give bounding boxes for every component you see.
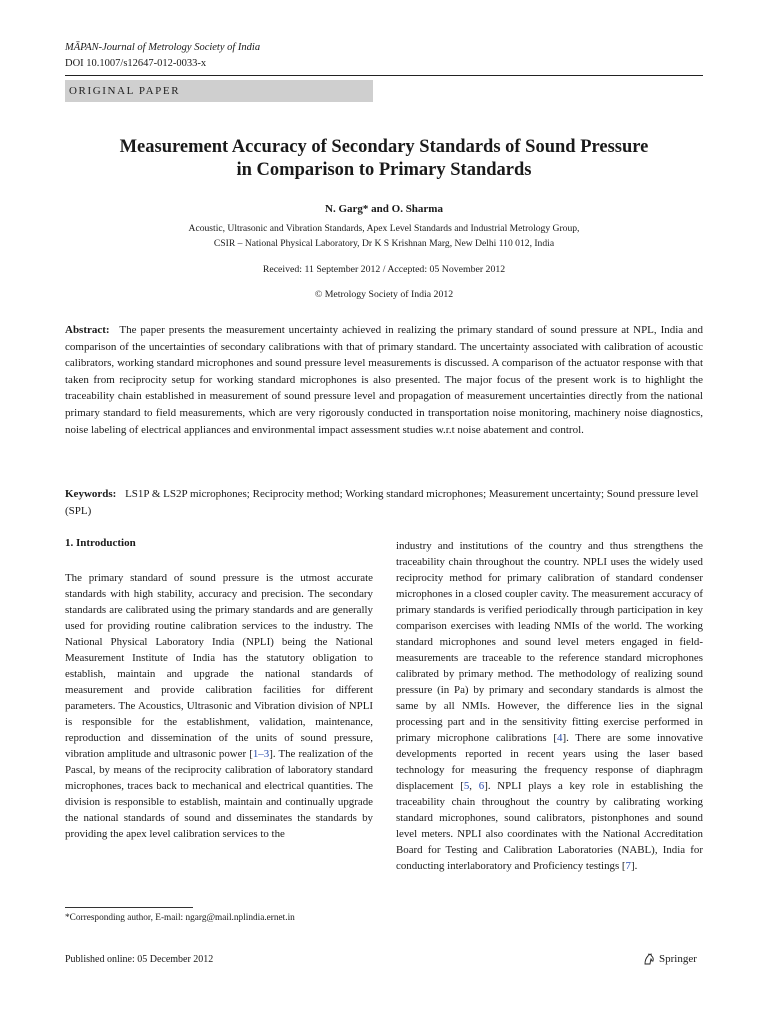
abstract-text: The paper presents the measurement uncertainty achieved in realizing the primary standard of sound pressure at NPL, India and comparison of the uncertainties of secondary calibrations with that of primary standard. The uncertainty associated with calibration of acoustic calibrators, working standard microphones and sound pressure level measurements is discussed. A comparison of the actuator response with that taken from reciprocity setup for working standard microphones is also presented. The major focus of the present work is to highlight the traceability chain established in measurement of sound pressure level and propagation of measurement uncertainties directly from the national primary standard to field measurements, which are very rigorously conducted in transportation noise monitoring, machinery noise diagnostics, noise labeling of electrical appliances and environmental impact assessment studies w.r.t noise abatement and control. — [65, 324, 704, 436]
paper-type-banner: ORIGINAL PAPER — [65, 80, 373, 102]
journal-name: MĀPAN-Journal of Metrology Society of India — [65, 42, 261, 53]
publisher-name: Springer — [659, 953, 697, 965]
affiliation-line-2: CSIR – National Physical Laboratory, Dr K S Krishnan Marg, New Delhi 110 012, India — [213, 237, 555, 249]
body-text: ]. NPLI plays a key role in establishing the traceability chain throughout the country by calibrating working standard microphones, sound calibrators, pistonphones and sound level meters. NPLI also coordinates with the National Accreditation Board for Testing and Calibration Laboratories (NABL), India for conducting interlaboratory and Proficiency testings [ — [396, 780, 703, 872]
authors: N. Garg* and O. Sharma — [325, 203, 443, 215]
body-column-right — [396, 538, 703, 874]
body-text: , — [469, 780, 479, 792]
affiliation-line-1: Acoustic, Ultrasonic and Vibration Standards, Apex Level Standards and Industrial Metrology Group, — [188, 223, 580, 234]
footnote: *Corresponding author, E-mail: ngarg@mail.nplindia.ernet.in — [65, 913, 295, 923]
title-line-2: in Comparison to Primary Standards — [236, 160, 532, 180]
body-text: ]. The realization of the Pascal, by means of the reciprocity calibration of laboratory standard microphones, traces back to mechanical and electrical quantities. The division is responsible to establish, maintain and continually upgrade the national standards of sound and disseminates the standards by providing the apex level calibration services to the — [65, 748, 373, 840]
doi[interactable]: DOI 10.1007/s12647-012-0033-x — [65, 58, 207, 69]
body-text: industry and institutions of the country and thus strengthens the traceability chain throughout the country. NPLI uses the widely used reciprocity method for primary calibration of standard condenser microphones in a closed coupler cavity. The measurement accuracy of primary standards is verified periodically through participation in key comparison exercises with leading NMIs of the world. The working standard microphones and sound level meters engaged in field-measurements are traceable to the reference standard microphones calibrated by primary method. The methodology of realizing sound pressure (in Pa) by primary and secondary standards is almost the same by all NMIs. However, the difference lies in the signal processing part and in the sensitivity fitting exercise performed in primary microphone calibrations [ — [396, 540, 703, 744]
section-heading: 1. Introduction — [65, 537, 136, 549]
body-column-left — [65, 570, 373, 842]
citation-link[interactable]: 1–3 — [252, 748, 270, 760]
published-online: Published online: 05 December 2012 — [65, 954, 214, 965]
citation-link[interactable]: 5 — [463, 780, 470, 792]
citation-link[interactable]: 7 — [625, 860, 631, 872]
citation-link[interactable]: 4 — [557, 732, 563, 744]
keywords-label: Keywords: — [65, 488, 117, 500]
body-text: ]. — [631, 860, 638, 872]
body-text: ]. There are some innovative developments reported in recent years using the laser based technology for measuring the frequency response of diaphragm displacement [ — [396, 732, 703, 792]
citation-link[interactable]: 6 — [478, 780, 485, 792]
keywords-text: LS1P & LS2P microphones; Reciprocity method; Working standard microphones; Measurement uncertainty; Sound pressure level (SPL) — [65, 488, 699, 517]
title-line-1: Measurement Accuracy of Secondary Standards of Sound Pressure — [119, 137, 649, 157]
publisher-logo — [642, 952, 697, 966]
copyright: © Metrology Society of India 2012 — [314, 289, 454, 300]
abstract-label: Abstract: — [65, 324, 110, 336]
received-accepted-dates: Received: 11 September 2012 / Accepted: 05 November 2012 — [262, 264, 506, 275]
keywords — [65, 486, 703, 519]
affiliation — [65, 222, 703, 251]
body-text: The primary standard of sound pressure is the utmost accurate standards with high stability, accuracy and precision. The secondary standards are calibrated using the primary standards and are generally used for providing routine calibration services to the industry. The National Physical Laboratory India (NPLI) being the National Measurement Institute of India has the statutory obligation to establish, maintain and upgrade the national standards of measurement and provide calibration facilities for different parameters. The Acoustics, Ultrasonic and Vibration division of NPLI is responsible for the establishment, validation, maintenance, reproduction and dissemination of the units of sound pressure, vibration amplitude and ultrasonic power [ — [65, 572, 373, 760]
header-rule — [65, 75, 703, 76]
paper-title — [65, 136, 703, 182]
abstract — [65, 322, 703, 438]
springer-horse-icon — [642, 952, 656, 966]
footnote-rule — [65, 907, 193, 908]
journal-header — [65, 40, 260, 72]
